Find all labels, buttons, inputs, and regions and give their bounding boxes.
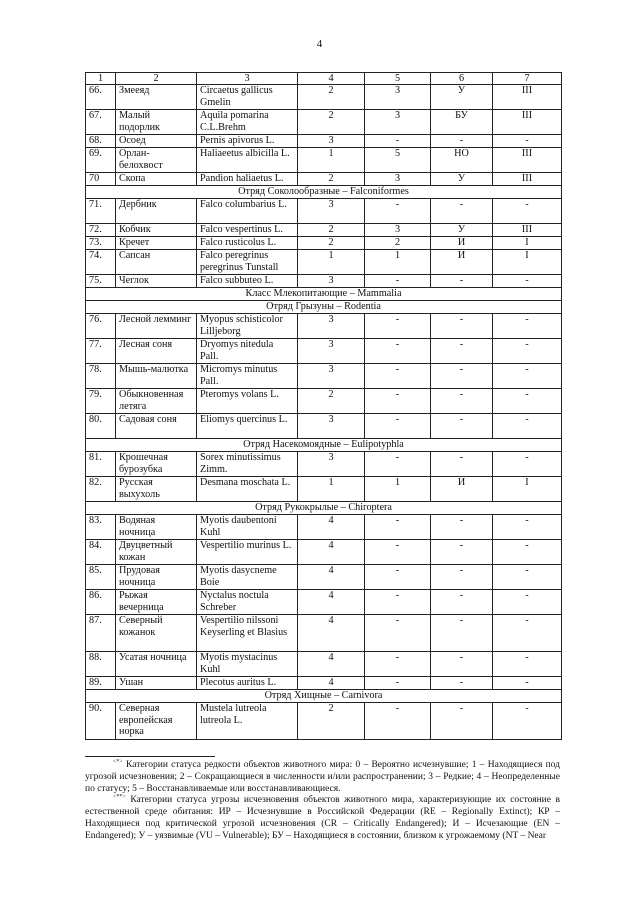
row-number-cell: 87.	[86, 615, 116, 652]
table-row	[86, 590, 562, 615]
latin-name-cell: Myopus schisticolor Lilljeborg	[197, 314, 298, 339]
category-appendix-cell: -	[493, 275, 562, 288]
rarity-category-cell: 3	[298, 452, 365, 477]
latin-name-cell: Nyctalus noctula Schreber	[197, 590, 298, 615]
category-iucn-cell: -	[431, 389, 493, 414]
table-row	[86, 364, 562, 389]
common-name-cell: Русская выхухоль	[116, 477, 197, 502]
table-row	[86, 314, 562, 339]
category-appendix-cell: -	[493, 652, 562, 677]
category-iucn-cell: -	[431, 515, 493, 540]
category-iucn-cell: БУ	[431, 110, 493, 135]
category-appendix-cell: -	[493, 703, 562, 740]
row-number-cell: 75.	[86, 275, 116, 288]
table-row	[86, 173, 562, 186]
section-title: Отряд Соколообразные – Falconiformes	[86, 186, 562, 199]
page-number: 4	[316, 38, 323, 50]
common-name-cell: Рыжая вечерница	[116, 590, 197, 615]
table-row	[86, 85, 562, 110]
row-number-cell: 69.	[86, 148, 116, 173]
category-iucn-cell: -	[431, 414, 493, 439]
section-header-row	[86, 439, 562, 452]
table-row	[86, 452, 562, 477]
category-iucn-cell: -	[431, 339, 493, 364]
category-iucn-cell: -	[431, 703, 493, 740]
row-number-cell: 82.	[86, 477, 116, 502]
threat-status-cell: -	[365, 677, 431, 690]
common-name-cell: Малый подорлик	[116, 110, 197, 135]
category-appendix-cell: -	[493, 590, 562, 615]
threat-status-cell: 3	[365, 224, 431, 237]
common-name-cell: Садовая соня	[116, 414, 197, 439]
row-number-cell: 78.	[86, 364, 116, 389]
rarity-category-cell: 4	[298, 615, 365, 652]
rarity-category-cell: 3	[298, 414, 365, 439]
latin-name-cell: Falco rusticolus L.	[197, 237, 298, 250]
category-appendix-cell: -	[493, 414, 562, 439]
rarity-category-cell: 2	[298, 237, 365, 250]
table-row	[86, 110, 562, 135]
latin-name-cell: Vespertilio murinus L.	[197, 540, 298, 565]
rarity-category-cell: 1	[298, 477, 365, 502]
rarity-category-cell: 2	[298, 173, 365, 186]
latin-name-cell: Eliomys quercinus L.	[197, 414, 298, 439]
latin-name-cell: Pandion haliaetus L.	[197, 173, 298, 186]
column-header: 5	[365, 73, 431, 85]
category-iucn-cell: И	[431, 477, 493, 502]
common-name-cell: Крошечная бурозубка	[116, 452, 197, 477]
table-row	[86, 477, 562, 502]
row-number-cell: 85.	[86, 565, 116, 590]
table-row	[86, 339, 562, 364]
footnotes	[85, 760, 560, 843]
threat-status-cell: -	[365, 590, 431, 615]
footnote	[85, 760, 560, 795]
latin-name-cell: Falco columbarius L.	[197, 199, 298, 224]
table-row	[86, 148, 562, 173]
category-appendix-cell: -	[493, 339, 562, 364]
row-number-cell: 83.	[86, 515, 116, 540]
threat-status-cell: -	[365, 339, 431, 364]
latin-name-cell: Myotis dasycneme Boie	[197, 565, 298, 590]
threat-status-cell: -	[365, 414, 431, 439]
rarity-category-cell: 2	[298, 110, 365, 135]
rarity-category-cell: 1	[298, 250, 365, 275]
row-number-cell: 70	[86, 173, 116, 186]
rarity-category-cell: 2	[298, 85, 365, 110]
table-row	[86, 414, 562, 439]
footnote-divider	[85, 756, 215, 757]
threat-status-cell: -	[365, 652, 431, 677]
threat-status-cell: 3	[365, 110, 431, 135]
column-header: 7	[493, 73, 562, 85]
common-name-cell: Лесная соня	[116, 339, 197, 364]
rarity-category-cell: 3	[298, 199, 365, 224]
category-appendix-cell: III	[493, 173, 562, 186]
table-row	[86, 652, 562, 677]
row-number-cell: 84.	[86, 540, 116, 565]
row-number-cell: 88.	[86, 652, 116, 677]
category-appendix-cell: -	[493, 515, 562, 540]
latin-name-cell: Sorex minutissimus Zimm.	[197, 452, 298, 477]
category-appendix-cell: I	[493, 250, 562, 275]
rarity-category-cell: 1	[298, 148, 365, 173]
row-number-cell: 80.	[86, 414, 116, 439]
category-iucn-cell: -	[431, 652, 493, 677]
table-row	[86, 237, 562, 250]
section-title: Отряд Рукокрылые – Chiroptera	[86, 502, 562, 515]
latin-name-cell: Falco subbuteo L.	[197, 275, 298, 288]
common-name-cell: Прудовая ночница	[116, 565, 197, 590]
common-name-cell: Кречет	[116, 237, 197, 250]
category-iucn-cell: -	[431, 199, 493, 224]
table-row	[86, 135, 562, 148]
category-iucn-cell: НО	[431, 148, 493, 173]
section-header-row	[86, 288, 562, 301]
table-row	[86, 515, 562, 540]
common-name-cell: Двуцветный кожан	[116, 540, 197, 565]
common-name-cell: Ушан	[116, 677, 197, 690]
category-iucn-cell: У	[431, 173, 493, 186]
common-name-cell: Скопа	[116, 173, 197, 186]
footnote-text: Категории статуса редкости объектов животного мира: 0 – Вероятно исчезнувшие; 1 – Находящиеся под угрозой исчезновения; 2 – Сокращающиеся в численности и/или распространении; 3 – Редкие; 4 – Неопределенные по статусу; 5 – Восстанавливаемые или восстанавливающиеся.	[85, 760, 560, 794]
category-iucn-cell: -	[431, 452, 493, 477]
table-row	[86, 677, 562, 690]
common-name-cell: Мышь-малютка	[116, 364, 197, 389]
threat-status-cell: -	[365, 135, 431, 148]
category-appendix-cell: III	[493, 110, 562, 135]
category-iucn-cell: У	[431, 85, 493, 110]
latin-name-cell: Plecotus auritus L.	[197, 677, 298, 690]
row-number-cell: 68.	[86, 135, 116, 148]
latin-name-cell: Desmana moschata L.	[197, 477, 298, 502]
table-row	[86, 703, 562, 740]
column-header: 1	[86, 73, 116, 85]
latin-name-cell: Aquila pomarina C.L.Brehm	[197, 110, 298, 135]
rarity-category-cell: 3	[298, 364, 365, 389]
row-number-cell: 76.	[86, 314, 116, 339]
footnote-mark: <**>	[113, 794, 126, 801]
threat-status-cell: -	[365, 515, 431, 540]
threat-status-cell: 1	[365, 250, 431, 275]
footnote-mark: <*>	[113, 758, 123, 765]
row-number-cell: 72.	[86, 224, 116, 237]
category-iucn-cell: И	[431, 237, 493, 250]
row-number-cell: 89.	[86, 677, 116, 690]
category-iucn-cell: -	[431, 565, 493, 590]
row-number-cell: 73.	[86, 237, 116, 250]
category-iucn-cell: -	[431, 135, 493, 148]
category-appendix-cell: -	[493, 615, 562, 652]
common-name-cell: Сапсан	[116, 250, 197, 275]
rarity-category-cell: 4	[298, 677, 365, 690]
category-appendix-cell: III	[493, 224, 562, 237]
row-number-cell: 77.	[86, 339, 116, 364]
latin-name-cell: Pernis apivorus L.	[197, 135, 298, 148]
column-header: 6	[431, 73, 493, 85]
rarity-category-cell: 3	[298, 314, 365, 339]
section-title: Отряд Насекомоядные – Eulipotyphla	[86, 439, 562, 452]
threat-status-cell: 1	[365, 477, 431, 502]
latin-name-cell: Micromys minutus Pall.	[197, 364, 298, 389]
rarity-category-cell: 4	[298, 515, 365, 540]
row-number-cell: 90.	[86, 703, 116, 740]
section-header-row	[86, 502, 562, 515]
category-appendix-cell: -	[493, 135, 562, 148]
category-appendix-cell: I	[493, 237, 562, 250]
category-iucn-cell: -	[431, 677, 493, 690]
row-number-cell: 71.	[86, 199, 116, 224]
latin-name-cell: Falco peregrinus peregrinus Tunstall	[197, 250, 298, 275]
category-iucn-cell: -	[431, 364, 493, 389]
table-row	[86, 224, 562, 237]
threat-status-cell: -	[365, 314, 431, 339]
category-appendix-cell: -	[493, 199, 562, 224]
threat-status-cell: -	[365, 565, 431, 590]
footnote	[85, 795, 560, 842]
threat-status-cell: -	[365, 452, 431, 477]
species-table	[85, 72, 562, 740]
category-iucn-cell: -	[431, 590, 493, 615]
section-title: Отряд Грызуны – Rodentia	[86, 301, 562, 314]
threat-status-cell: -	[365, 199, 431, 224]
latin-name-cell: Myotis daubentoni Kuhl	[197, 515, 298, 540]
threat-status-cell: 5	[365, 148, 431, 173]
category-appendix-cell: -	[493, 540, 562, 565]
common-name-cell: Северная европейская норка	[116, 703, 197, 740]
threat-status-cell: -	[365, 615, 431, 652]
category-iucn-cell: -	[431, 615, 493, 652]
column-header: 2	[116, 73, 197, 85]
table-row	[86, 250, 562, 275]
category-iucn-cell: И	[431, 250, 493, 275]
row-number-cell: 66.	[86, 85, 116, 110]
table-row	[86, 565, 562, 590]
latin-name-cell: Mustela lutreola lutreola L.	[197, 703, 298, 740]
latin-name-cell: Dryomys nitedula Pall.	[197, 339, 298, 364]
latin-name-cell: Pteromys volans L.	[197, 389, 298, 414]
threat-status-cell: 3	[365, 85, 431, 110]
common-name-cell: Дербник	[116, 199, 197, 224]
rarity-category-cell: 3	[298, 135, 365, 148]
rarity-category-cell: 4	[298, 652, 365, 677]
category-iucn-cell: -	[431, 314, 493, 339]
column-header: 4	[298, 73, 365, 85]
table-row	[86, 540, 562, 565]
common-name-cell: Северный кожанок	[116, 615, 197, 652]
category-appendix-cell: III	[493, 85, 562, 110]
threat-status-cell: -	[365, 364, 431, 389]
rarity-category-cell: 2	[298, 224, 365, 237]
rarity-category-cell: 2	[298, 389, 365, 414]
section-header-row	[86, 186, 562, 199]
section-header-row	[86, 301, 562, 314]
row-number-cell: 81.	[86, 452, 116, 477]
threat-status-cell: -	[365, 703, 431, 740]
footnote-text: Категории статуса угрозы исчезновения объектов животного мира, характеризующие их состояние в естественной среде обитания: ИР – Исчезнувшие в Российской Федерации (RE – Regionally Extinct); КР – Находящиеся под критической угрозой исчезновения (CR – Critically Endangered); И – Исчезающие (EN – Endangered); У – уязвимые (VU – Vulnerable); БУ – Находящиеся в состоянии, близком к угрожаемому (NT – Near	[85, 795, 560, 841]
common-name-cell: Кобчик	[116, 224, 197, 237]
common-name-cell: Усатая ночница	[116, 652, 197, 677]
category-appendix-cell: -	[493, 452, 562, 477]
section-title: Отряд Хищные – Carnivora	[86, 690, 562, 703]
rarity-category-cell: 4	[298, 540, 365, 565]
category-appendix-cell: -	[493, 677, 562, 690]
category-iucn-cell: -	[431, 275, 493, 288]
category-appendix-cell: -	[493, 565, 562, 590]
rarity-category-cell: 4	[298, 565, 365, 590]
rarity-category-cell: 3	[298, 339, 365, 364]
category-iucn-cell: У	[431, 224, 493, 237]
threat-status-cell: -	[365, 540, 431, 565]
threat-status-cell: -	[365, 389, 431, 414]
common-name-cell: Осоед	[116, 135, 197, 148]
table-row	[86, 389, 562, 414]
latin-name-cell: Myotis mystacinus Kuhl	[197, 652, 298, 677]
row-number-cell: 86.	[86, 590, 116, 615]
section-title: Класс Млекопитающие – Mammalia	[86, 288, 562, 301]
table-body	[86, 73, 562, 740]
category-appendix-cell: III	[493, 148, 562, 173]
category-appendix-cell: -	[493, 314, 562, 339]
threat-status-cell: -	[365, 275, 431, 288]
table-row	[86, 615, 562, 652]
common-name-cell: Лесной лемминг	[116, 314, 197, 339]
category-appendix-cell: -	[493, 364, 562, 389]
threat-status-cell: 2	[365, 237, 431, 250]
category-appendix-cell: I	[493, 477, 562, 502]
latin-name-cell: Vespertilio nilssoni Keyserling et Blasius	[197, 615, 298, 652]
common-name-cell: Змееяд	[116, 85, 197, 110]
common-name-cell: Орлан-белохвост	[116, 148, 197, 173]
rarity-category-cell: 3	[298, 275, 365, 288]
row-number-cell: 67.	[86, 110, 116, 135]
column-header-row	[86, 73, 562, 85]
latin-name-cell: Circaetus gallicus Gmelin	[197, 85, 298, 110]
table-row	[86, 275, 562, 288]
column-header: 3	[197, 73, 298, 85]
common-name-cell: Чеглок	[116, 275, 197, 288]
category-iucn-cell: -	[431, 540, 493, 565]
table-row	[86, 199, 562, 224]
common-name-cell: Обыкновенная летяга	[116, 389, 197, 414]
latin-name-cell: Haliaeetus albicilla L.	[197, 148, 298, 173]
row-number-cell: 74.	[86, 250, 116, 275]
rarity-category-cell: 4	[298, 590, 365, 615]
section-header-row	[86, 690, 562, 703]
rarity-category-cell: 2	[298, 703, 365, 740]
latin-name-cell: Falco vespertinus L.	[197, 224, 298, 237]
threat-status-cell: 3	[365, 173, 431, 186]
category-appendix-cell: -	[493, 389, 562, 414]
row-number-cell: 79.	[86, 389, 116, 414]
common-name-cell: Водяная ночница	[116, 515, 197, 540]
